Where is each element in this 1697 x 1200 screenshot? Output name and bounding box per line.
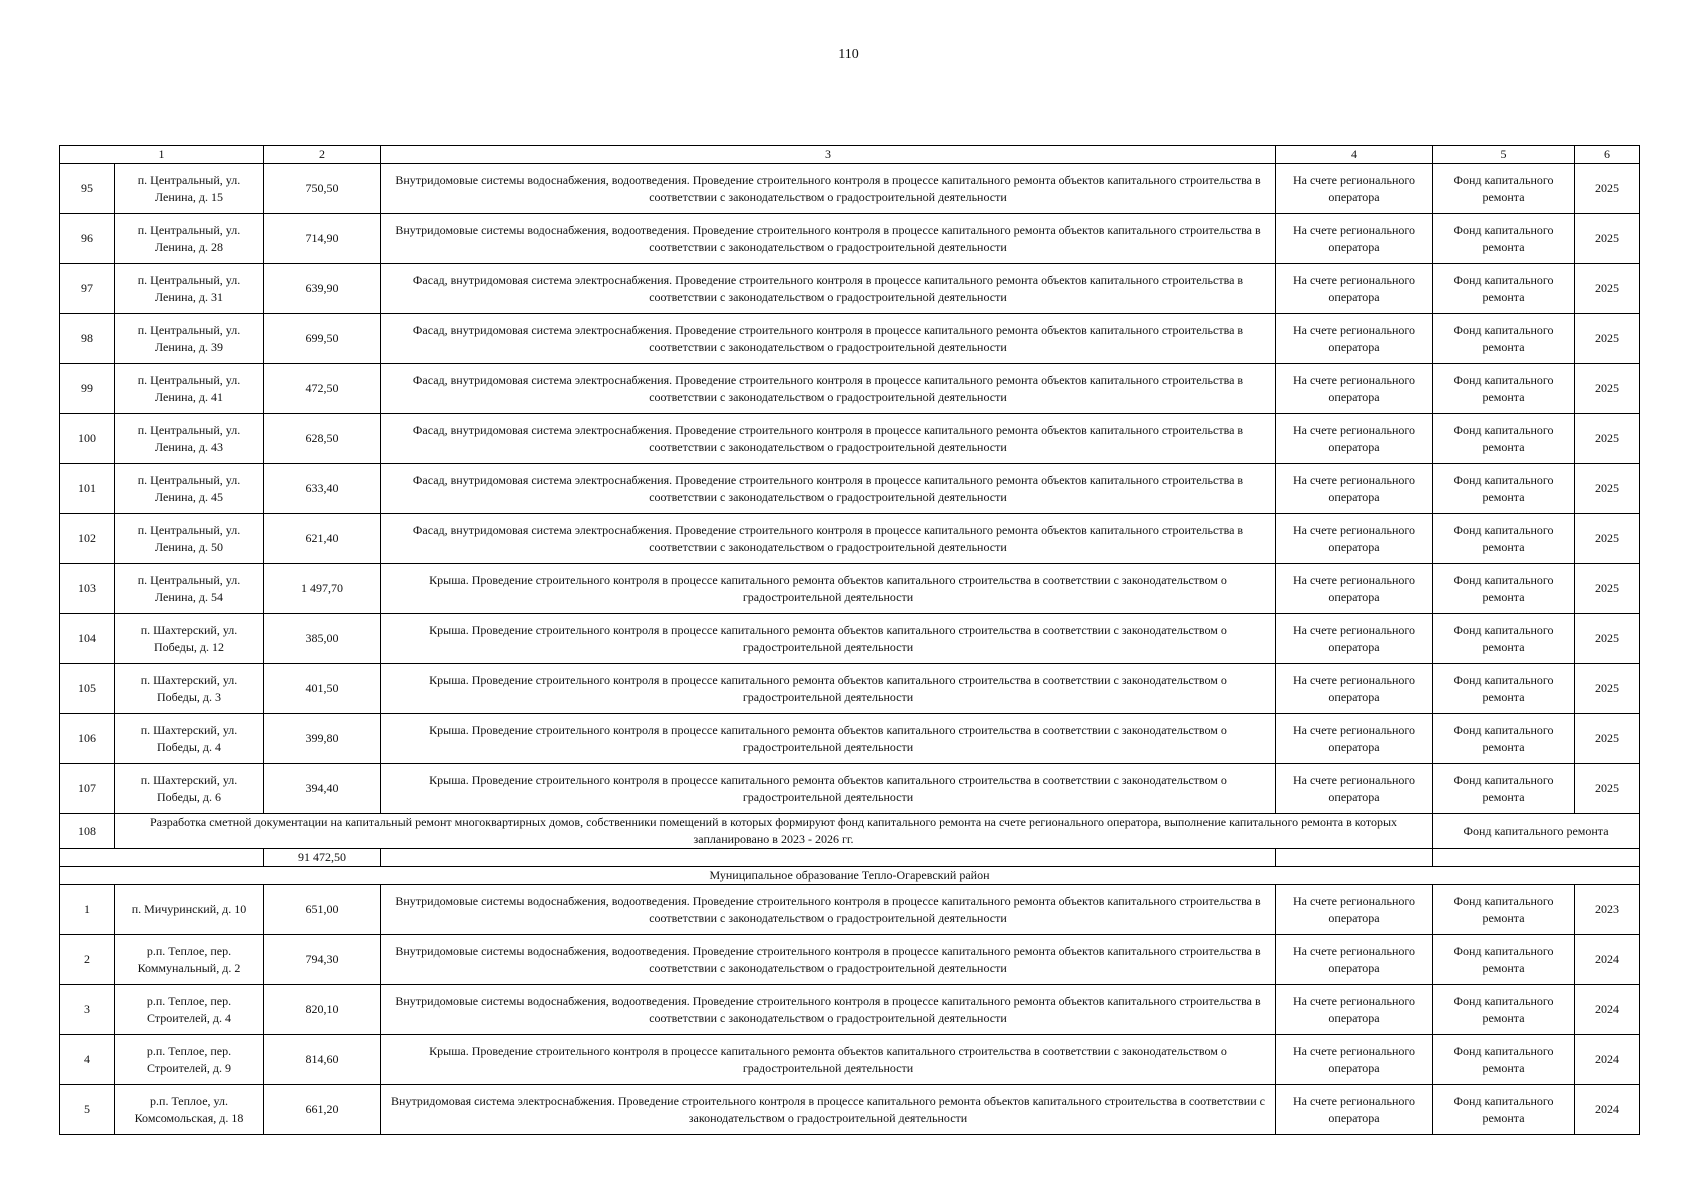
funding-source-cell: Фонд капитального ремонта <box>1433 564 1575 614</box>
funding-source-cell: Фонд капитального ремонта <box>1433 614 1575 664</box>
fund-method-cell: На счете регионального оператора <box>1276 214 1433 264</box>
address-cell: п. Центральный, ул. Ленина, д. 39 <box>115 314 264 364</box>
column-header: 2 <box>264 146 381 164</box>
area-cell: 399,80 <box>264 714 381 764</box>
row-number-cell: 104 <box>60 614 115 664</box>
row-number-cell: 95 <box>60 164 115 214</box>
fund-method-cell: На счете регионального оператора <box>1276 364 1433 414</box>
area-cell: 750,50 <box>264 164 381 214</box>
works-cell: Фасад, внутридомовая система электроснабжения. Проведение строительного контроля в процессе капитального ремонта объектов капитального строительства в соответствии с законодательством о градостроительной деятельности <box>381 364 1276 414</box>
address-cell: п. Центральный, ул. Ленина, д. 31 <box>115 264 264 314</box>
row-number-cell: 106 <box>60 714 115 764</box>
fund-method-cell: На счете регионального оператора <box>1276 985 1433 1035</box>
row-number-cell: 96 <box>60 214 115 264</box>
row-number-cell: 4 <box>60 1035 115 1085</box>
address-cell: п. Мичуринский, д. 10 <box>115 885 264 935</box>
works-cell: Фасад, внутридомовая система электроснабжения. Проведение строительного контроля в процессе капитального ремонта объектов капитального строительства в соответствии с законодательством о градостроительной деятельности <box>381 414 1276 464</box>
area-cell: 628,50 <box>264 414 381 464</box>
empty-cell <box>1433 849 1640 867</box>
column-header: 3 <box>381 146 1276 164</box>
works-cell: Внутридомовые системы водоснабжения, водоотведения. Проведение строительного контроля в процессе капитального ремонта объектов капитального строительства в соответствии с законодательством о градостроительной деятельности <box>381 985 1276 1035</box>
year-cell: 2025 <box>1575 764 1640 814</box>
table-row <box>60 935 1640 985</box>
funding-source-cell: Фонд капитального ремонта <box>1433 314 1575 364</box>
address-cell: р.п. Теплое, ул. Комсомольская, д. 18 <box>115 1085 264 1135</box>
empty-cell <box>381 849 1276 867</box>
fund-method-cell: На счете регионального оператора <box>1276 264 1433 314</box>
capital-repair-table <box>59 145 1640 1135</box>
year-cell: 2025 <box>1575 314 1640 364</box>
table-row <box>60 764 1640 814</box>
table-row <box>60 514 1640 564</box>
address-cell: п. Центральный, ул. Ленина, д. 50 <box>115 514 264 564</box>
funding-source-cell: Фонд капитального ремонта <box>1433 714 1575 764</box>
funding-source-cell: Фонд капитального ремонта <box>1433 764 1575 814</box>
fund-method-cell: На счете регионального оператора <box>1276 564 1433 614</box>
row-number-cell: 101 <box>60 464 115 514</box>
year-cell: 2023 <box>1575 885 1640 935</box>
row-number-cell: 5 <box>60 1085 115 1135</box>
column-header: 1 <box>60 146 264 164</box>
area-cell: 401,50 <box>264 664 381 714</box>
works-cell: Внутридомовые системы водоснабжения, водоотведения. Проведение строительного контроля в процессе капитального ремонта объектов капитального строительства в соответствии с законодательством о градостроительной деятельности <box>381 935 1276 985</box>
column-header: 6 <box>1575 146 1640 164</box>
works-cell: Крыша. Проведение строительного контроля в процессе капитального ремонта объектов капитального строительства в соответствии с законодательством о градостроительной деятельности <box>381 1035 1276 1085</box>
table-row <box>60 985 1640 1035</box>
address-cell: п. Шахтерский, ул. Победы, д. 6 <box>115 764 264 814</box>
funding-source-cell: Фонд капитального ремонта <box>1433 985 1575 1035</box>
funding-source-cell: Фонд капитального ремонта <box>1433 264 1575 314</box>
year-cell: 2025 <box>1575 364 1640 414</box>
funding-source-cell: Фонд капитального ремонта <box>1433 464 1575 514</box>
funding-source-cell: Фонд капитального ремонта <box>1433 414 1575 464</box>
year-cell: 2025 <box>1575 664 1640 714</box>
fund-method-cell: На счете регионального оператора <box>1276 664 1433 714</box>
address-cell: п. Центральный, ул. Ленина, д. 43 <box>115 414 264 464</box>
address-cell: п. Центральный, ул. Ленина, д. 54 <box>115 564 264 614</box>
row-number-cell: 2 <box>60 935 115 985</box>
year-cell: 2025 <box>1575 714 1640 764</box>
table-row <box>60 885 1640 935</box>
address-cell: п. Шахтерский, ул. Победы, д. 4 <box>115 714 264 764</box>
area-cell: 394,40 <box>264 764 381 814</box>
funding-source-cell: Фонд капитального ремонта <box>1433 1085 1575 1135</box>
address-cell: п. Центральный, ул. Ленина, д. 15 <box>115 164 264 214</box>
year-cell: 2025 <box>1575 514 1640 564</box>
funding-source-cell: Фонд капитального ремонта <box>1433 1035 1575 1085</box>
row-number-cell: 3 <box>60 985 115 1035</box>
empty-cell <box>60 849 264 867</box>
address-cell: п. Центральный, ул. Ленина, д. 45 <box>115 464 264 514</box>
area-cell: 472,50 <box>264 364 381 414</box>
year-cell: 2024 <box>1575 935 1640 985</box>
year-cell: 2024 <box>1575 1085 1640 1135</box>
fund-method-cell: На счете регионального оператора <box>1276 164 1433 214</box>
year-cell: 2025 <box>1575 414 1640 464</box>
fund-method-cell: На счете регионального оператора <box>1276 514 1433 564</box>
fund-method-cell: На счете регионального оператора <box>1276 1035 1433 1085</box>
address-cell: п. Центральный, ул. Ленина, д. 28 <box>115 214 264 264</box>
row-number-cell: 103 <box>60 564 115 614</box>
area-cell: 820,10 <box>264 985 381 1035</box>
works-cell: Крыша. Проведение строительного контроля в процессе капитального ремонта объектов капитального строительства в соответствии с законодательством о градостроительной деятельности <box>381 564 1276 614</box>
fund-method-cell: На счете регионального оператора <box>1276 614 1433 664</box>
table-row <box>60 314 1640 364</box>
area-cell: 651,00 <box>264 885 381 935</box>
funding-source-cell: Фонд капитального ремонта <box>1433 814 1640 849</box>
total-row <box>60 849 1640 867</box>
area-cell: 699,50 <box>264 314 381 364</box>
fund-method-cell: На счете регионального оператора <box>1276 935 1433 985</box>
table-row <box>60 164 1640 214</box>
year-cell: 2024 <box>1575 985 1640 1035</box>
fund-method-cell: На счете регионального оператора <box>1276 414 1433 464</box>
area-cell: 633,40 <box>264 464 381 514</box>
works-cell: Фасад, внутридомовая система электроснабжения. Проведение строительного контроля в процессе капитального ремонта объектов капитального строительства в соответствии с законодательством о градостроительной деятельности <box>381 314 1276 364</box>
table-row <box>60 1035 1640 1085</box>
address-cell: р.п. Теплое, пер. Строителей, д. 9 <box>115 1035 264 1085</box>
table-row <box>60 264 1640 314</box>
area-cell: 639,90 <box>264 264 381 314</box>
works-cell: Крыша. Проведение строительного контроля в процессе капитального ремонта объектов капитального строительства в соответствии с законодательством о градостроительной деятельности <box>381 614 1276 664</box>
row-number-cell: 105 <box>60 664 115 714</box>
estimate-documentation-cell: Разработка сметной документации на капитальный ремонт многоквартирных домов, собственники помещений в которых формируют фонд капитального ремонта на счете регионального оператора, выполнение капитального ремонта в которых запланировано в 2023 - 2026 гг. <box>115 814 1433 849</box>
funding-source-cell: Фонд капитального ремонта <box>1433 885 1575 935</box>
row-number-cell: 100 <box>60 414 115 464</box>
section-title: Муниципальное образование Тепло-Огаревский район <box>60 867 1640 885</box>
address-cell: п. Центральный, ул. Ленина, д. 41 <box>115 364 264 414</box>
year-cell: 2024 <box>1575 1035 1640 1085</box>
area-cell: 814,60 <box>264 1035 381 1085</box>
works-cell: Внутридомовые системы водоснабжения, водоотведения. Проведение строительного контроля в процессе капитального ремонта объектов капитального строительства в соответствии с законодательством о градостроительной деятельности <box>381 885 1276 935</box>
address-cell: п. Шахтерский, ул. Победы, д. 3 <box>115 664 264 714</box>
empty-cell <box>1276 849 1433 867</box>
year-cell: 2025 <box>1575 564 1640 614</box>
page-number: 110 <box>838 47 859 62</box>
works-cell: Фасад, внутридомовая система электроснабжения. Проведение строительного контроля в процессе капитального ремонта объектов капитального строительства в соответствии с законодательством о градостроительной деятельности <box>381 514 1276 564</box>
area-cell: 1 497,70 <box>264 564 381 614</box>
row-number-cell: 97 <box>60 264 115 314</box>
works-cell: Фасад, внутридомовая система электроснабжения. Проведение строительного контроля в процессе капитального ремонта объектов капитального строительства в соответствии с законодательством о градостроительной деятельности <box>381 264 1276 314</box>
fund-method-cell: На счете регионального оператора <box>1276 885 1433 935</box>
year-cell: 2025 <box>1575 464 1640 514</box>
table-row <box>60 1085 1640 1135</box>
works-cell: Крыша. Проведение строительного контроля в процессе капитального ремонта объектов капитального строительства в соответствии с законодательством о градостроительной деятельности <box>381 714 1276 764</box>
works-cell: Внутридомовая система электроснабжения. Проведение строительного контроля в процессе капитального ремонта объектов капитального строительства в соответствии с законодательством о градостроительной деятельности <box>381 1085 1276 1135</box>
column-header: 5 <box>1433 146 1575 164</box>
table-row <box>60 214 1640 264</box>
table-row <box>60 464 1640 514</box>
table-row <box>60 414 1640 464</box>
year-cell: 2025 <box>1575 614 1640 664</box>
works-cell: Внутридомовые системы водоснабжения, водоотведения. Проведение строительного контроля в процессе капитального ремонта объектов капитального строительства в соответствии с законодательством о градостроительной деятельности <box>381 164 1276 214</box>
row-number-cell: 98 <box>60 314 115 364</box>
table-row <box>60 364 1640 414</box>
year-cell: 2025 <box>1575 264 1640 314</box>
column-header: 4 <box>1276 146 1433 164</box>
fund-method-cell: На счете регионального оператора <box>1276 1085 1433 1135</box>
area-cell: 794,30 <box>264 935 381 985</box>
row-number-cell: 99 <box>60 364 115 414</box>
area-cell: 714,90 <box>264 214 381 264</box>
funding-source-cell: Фонд капитального ремонта <box>1433 164 1575 214</box>
funding-source-cell: Фонд капитального ремонта <box>1433 664 1575 714</box>
fund-method-cell: На счете регионального оператора <box>1276 714 1433 764</box>
year-cell: 2025 <box>1575 164 1640 214</box>
funding-source-cell: Фонд капитального ремонта <box>1433 935 1575 985</box>
works-cell: Фасад, внутридомовая система электроснабжения. Проведение строительного контроля в процессе капитального ремонта объектов капитального строительства в соответствии с законодательством о градостроительной деятельности <box>381 464 1276 514</box>
row-number-cell: 1 <box>60 885 115 935</box>
row-number-cell: 108 <box>60 814 115 849</box>
table-row-estimate-documentation <box>60 814 1640 849</box>
row-number-cell: 102 <box>60 514 115 564</box>
works-cell: Крыша. Проведение строительного контроля в процессе капитального ремонта объектов капитального строительства в соответствии с законодательством о градостроительной деятельности <box>381 664 1276 714</box>
funding-source-cell: Фонд капитального ремонта <box>1433 364 1575 414</box>
table-row <box>60 714 1640 764</box>
works-cell: Крыша. Проведение строительного контроля в процессе капитального ремонта объектов капитального строительства в соответствии с законодательством о градостроительной деятельности <box>381 764 1276 814</box>
fund-method-cell: На счете регионального оператора <box>1276 464 1433 514</box>
fund-method-cell: На счете регионального оператора <box>1276 314 1433 364</box>
total-area-cell: 91 472,50 <box>264 849 381 867</box>
area-cell: 621,40 <box>264 514 381 564</box>
funding-source-cell: Фонд капитального ремонта <box>1433 514 1575 564</box>
address-cell: р.п. Теплое, пер. Коммунальный, д. 2 <box>115 935 264 985</box>
section-header-row <box>60 867 1640 885</box>
year-cell: 2025 <box>1575 214 1640 264</box>
table-row <box>60 614 1640 664</box>
address-cell: р.п. Теплое, пер. Строителей, д. 4 <box>115 985 264 1035</box>
area-cell: 661,20 <box>264 1085 381 1135</box>
row-number-cell: 107 <box>60 764 115 814</box>
works-cell: Внутридомовые системы водоснабжения, водоотведения. Проведение строительного контроля в процессе капитального ремонта объектов капитального строительства в соответствии с законодательством о градостроительной деятельности <box>381 214 1276 264</box>
table-row <box>60 564 1640 614</box>
funding-source-cell: Фонд капитального ремонта <box>1433 214 1575 264</box>
table-row <box>60 664 1640 714</box>
area-cell: 385,00 <box>264 614 381 664</box>
address-cell: п. Шахтерский, ул. Победы, д. 12 <box>115 614 264 664</box>
column-number-header-row <box>60 146 1640 164</box>
fund-method-cell: На счете регионального оператора <box>1276 764 1433 814</box>
